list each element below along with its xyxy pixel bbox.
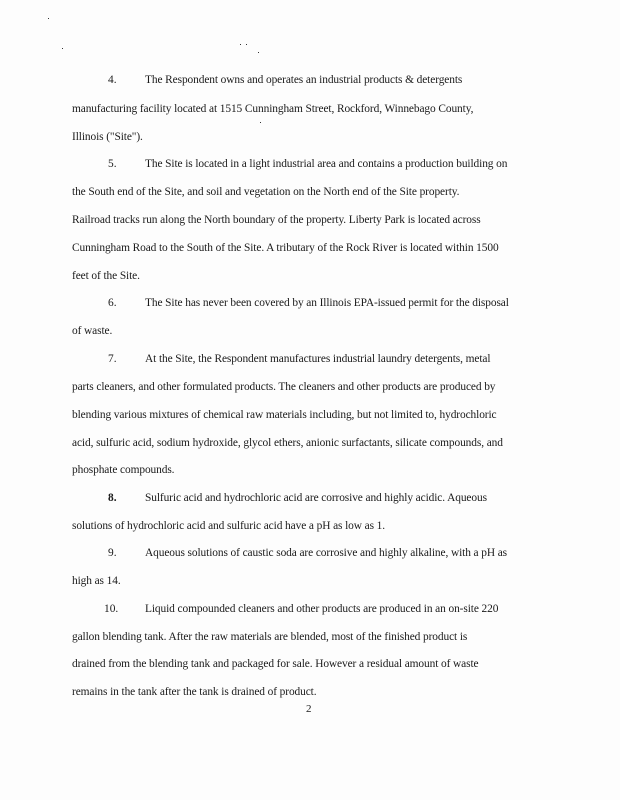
scan-speck <box>62 48 63 49</box>
paragraph-line: phosphate compounds. <box>72 464 175 476</box>
paragraph-line: The Site is located in a light industrial area and contains a production building on <box>145 158 508 170</box>
paragraph-line: manufacturing facility located at 1515 Cunningham Street, Rockford, Winnebago County, <box>72 103 474 115</box>
paragraph-line: Aqueous solutions of caustic soda are corrosive and highly alkaline, with a pH as <box>145 547 508 559</box>
paragraph-line: feet of the Site. <box>72 270 140 282</box>
paragraph-line: solutions of hydrochloric acid and sulfuric acid have a pH as low as 1. <box>72 520 386 532</box>
page-number: 2 <box>306 703 312 715</box>
paragraph-number: 6. <box>108 297 117 309</box>
scan-speck <box>246 44 247 45</box>
scan-speck <box>258 52 259 53</box>
paragraph-line: Illinois ("Site"). <box>72 131 143 143</box>
paragraph-line: Railroad tracks run along the North boundary of the property. Liberty Park is located across <box>72 214 481 226</box>
paragraph-line: Sulfuric acid and hydrochloric acid are corrosive and highly acidic. Aqueous <box>145 492 487 504</box>
paragraph-number: 4. <box>108 74 117 86</box>
paragraph-line: Cunningham Road to the South of the Site. A tributary of the Rock River is located within 1500 <box>72 242 499 254</box>
paragraph-line: acid, sulfuric acid, sodium hydroxide, glycol ethers, anionic surfactants, silicate compounds, and <box>72 437 503 449</box>
paragraph-line: Liquid compounded cleaners and other products are produced in an on-site 220 <box>145 603 499 615</box>
scan-speck <box>260 122 261 123</box>
paragraph-line: parts cleaners, and other formulated products. The cleaners and other products are produced by <box>72 381 496 393</box>
paragraph-line: of waste. <box>72 325 113 337</box>
paragraph-number: 10. <box>104 603 119 615</box>
paragraph-line: The Respondent owns and operates an industrial products & detergents <box>145 74 463 86</box>
paragraph-number: 8. <box>108 492 117 504</box>
paragraph-line: gallon blending tank. After the raw materials are blended, most of the finished product is <box>72 631 468 643</box>
paragraph-line: The Site has never been covered by an Illinois EPA-issued permit for the disposal <box>145 297 509 309</box>
paragraph-line: At the Site, the Respondent manufactures industrial laundry detergents, metal <box>145 353 491 365</box>
scan-speck <box>48 18 49 19</box>
paragraph-number: 9. <box>108 547 117 559</box>
paragraph-line: drained from the blending tank and packaged for sale. However a residual amount of waste <box>72 658 479 670</box>
paragraph-number: 7. <box>108 353 117 365</box>
paragraph-number: 5. <box>108 158 117 170</box>
paragraph-line: blending various mixtures of chemical raw materials including, but not limited to, hydrochloric <box>72 409 497 421</box>
paragraph-line: high as 14. <box>72 575 121 587</box>
paragraph-line: remains in the tank after the tank is drained of product. <box>72 686 317 698</box>
paragraph-line: the South end of the Site, and soil and vegetation on the North end of the Site property. <box>72 186 460 198</box>
scan-speck <box>240 44 241 45</box>
